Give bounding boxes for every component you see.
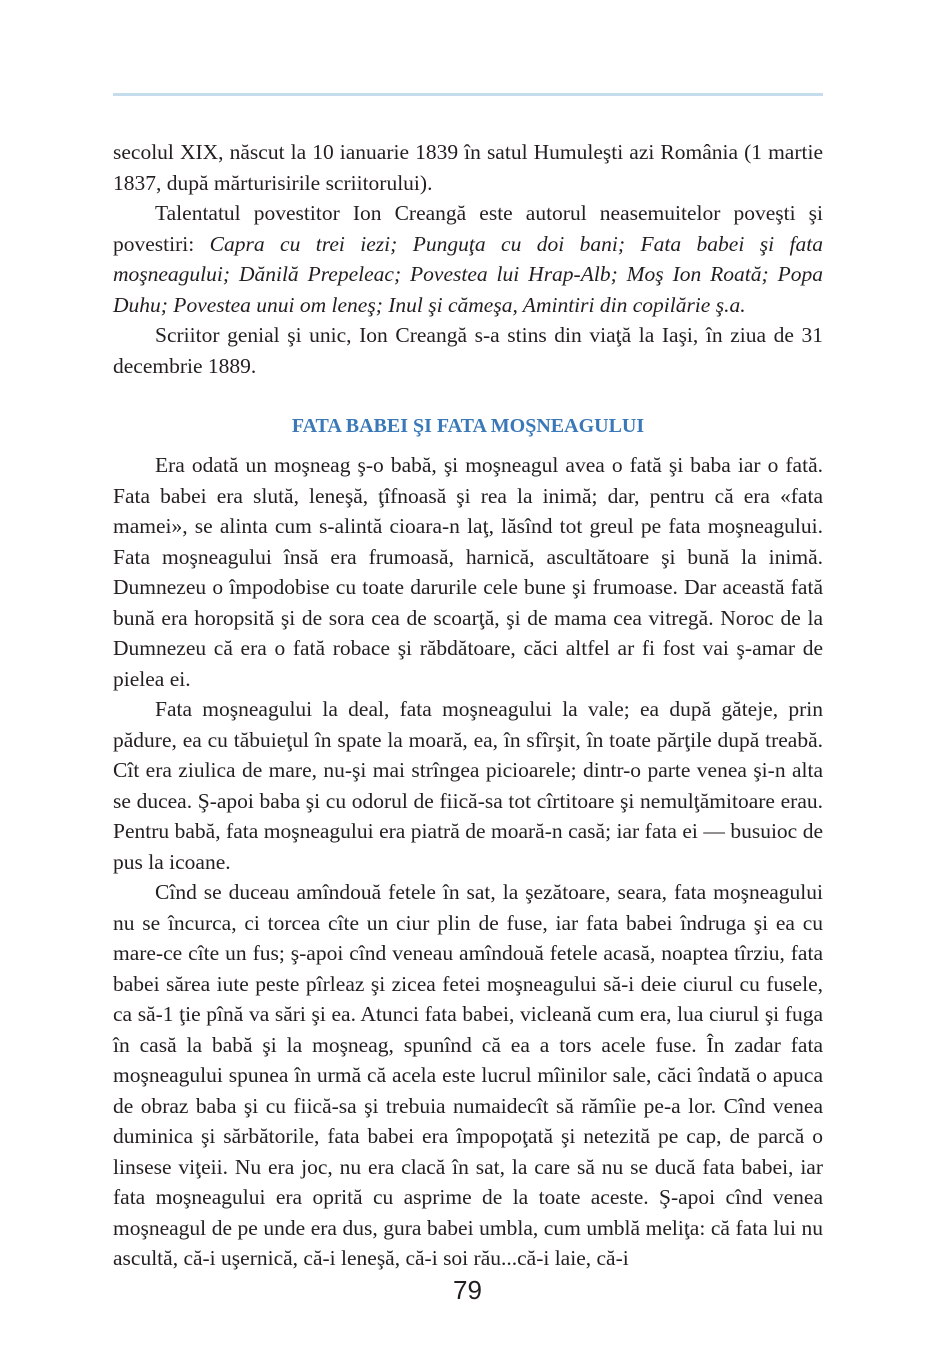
- bio-paragraph-2: [113, 198, 823, 320]
- bio-paragraph-3: Scriitor genial şi unic, Ion Creangă s-a stins din viaţă la Iaşi, în ziua de 31 decembrie 1889.: [113, 323, 823, 378]
- section-title: FATA BABEI ŞI FATA MOŞNEAGULUI: [291, 415, 645, 437]
- works-list: Capra cu trei iezi; Punguţa cu doi bani; Fata babei şi fata moşneagului; Dănilă Prepeleac; Povestea lui Hrap-Alb; Moş Ion Roată; Popa Duhu; Povestea unui om leneş; Inul şi cămeşa, Amintiri din copilărie ş.a.: [113, 231, 823, 317]
- story-paragraph-3: Cînd se duceau amîndouă fetele în sat, la şezătoare, seara, fata moşneagului nu se încurca, ci torcea cîte un ciur plin de fuse, iar fata babei îndruga şi ea cu mare-ce cîte un fus; ş-apoi cînd veneau amîndouă fetele acasă, noaptea tîrziu, fata babei sărea iute peste pîrleaz şi zicea fetei moşneagului să-i deie ciurul cu fusele, ca să-1 ţie pînă va sări şi ea. Atunci fata babei, vicleană cum era, lua ciurul şi fuga în casă la babă şi la moşneag, spunînd că ea a tors acele fuse. În zadar fata moşneagului spunea în urmă că acela este lucrul mîinilor sale, căci îndată o apuca de obraz baba şi cu fiică-sa şi trebuia numaidecît să rămîie pe-a lor. Cînd venea duminica şi sărbătorile, fata babei era împopoţată şi netezită pe cap, de parcă o linsese viţeii. Nu era joc, nu era clacă în sat, la care să nu se ducă fata babei, iar fata moşneagului era oprită cu asprime de la toate aceste. Ş-apoi cînd venea moşneagul de pe unde era dus, gura babei umbla, cum umblă meliţa: că fata lui nu ascultă, că-i uşernică, că-i leneşă, că-i soi rău...că-i laie, că-i: [113, 880, 823, 1270]
- header-rule: [113, 93, 823, 96]
- bio-paragraph-1: secolul XIX, născut la 10 ianuarie 1839 în satul Humuleşti azi România (1 martie 1837, după mărturisirile scriitorului).: [113, 140, 823, 195]
- story-paragraph-2: Fata moşneagului la deal, fata moşneagului la vale; ea după găteje, prin pădure, ea cu tăbuieţul în spate la moară, ea, în sfîrşit, în toate părţile după treabă. Cît era ziulica de mare, nu-şi mai strîngea picioarele; dintr-o parte venea şi-n alta se ducea. Ş-apoi baba şi cu odorul de fiică-sa tot cîrtitoare şi nemulţămitoare erau. Pentru babă, fata moşneagului era piatră de moară-n casă; iar fata ei — busuioc de pus la icoane.: [113, 697, 823, 874]
- page-number: 79: [453, 1275, 482, 1305]
- bio-paragraph-2-intro: Talentatul povestitor Ion Creangă este autorul neasemuitelor poveşti şi povestiri:: [113, 201, 823, 256]
- story-paragraph-1: Era odată un moşneag ş-o babă, şi moşneagul avea o fată şi baba iar o fată. Fata babei era slută, leneşă, ţîfnoasă şi rea la inimă; dar, pentru că era «fata mamei», se alinta cum s-alintă cioara-n laţ, lăsînd tot greul pe fata moşneagului. Fata moşneagului însă era frumoasă, harnică, ascultătoare şi bună la inimă. Dumnezeu o împodobise cu toate darurile cele bune şi frumoase. Dar această fată bună era horopsită şi de sora cea de scoarţă, şi de mama cea vitregă. Noroc de la Dumnezeu că era o fată robace şi răbdătoare, căci altfel ar fi fost vai ş-amar de pielea ei.: [113, 453, 823, 691]
- page-body: [113, 137, 823, 1274]
